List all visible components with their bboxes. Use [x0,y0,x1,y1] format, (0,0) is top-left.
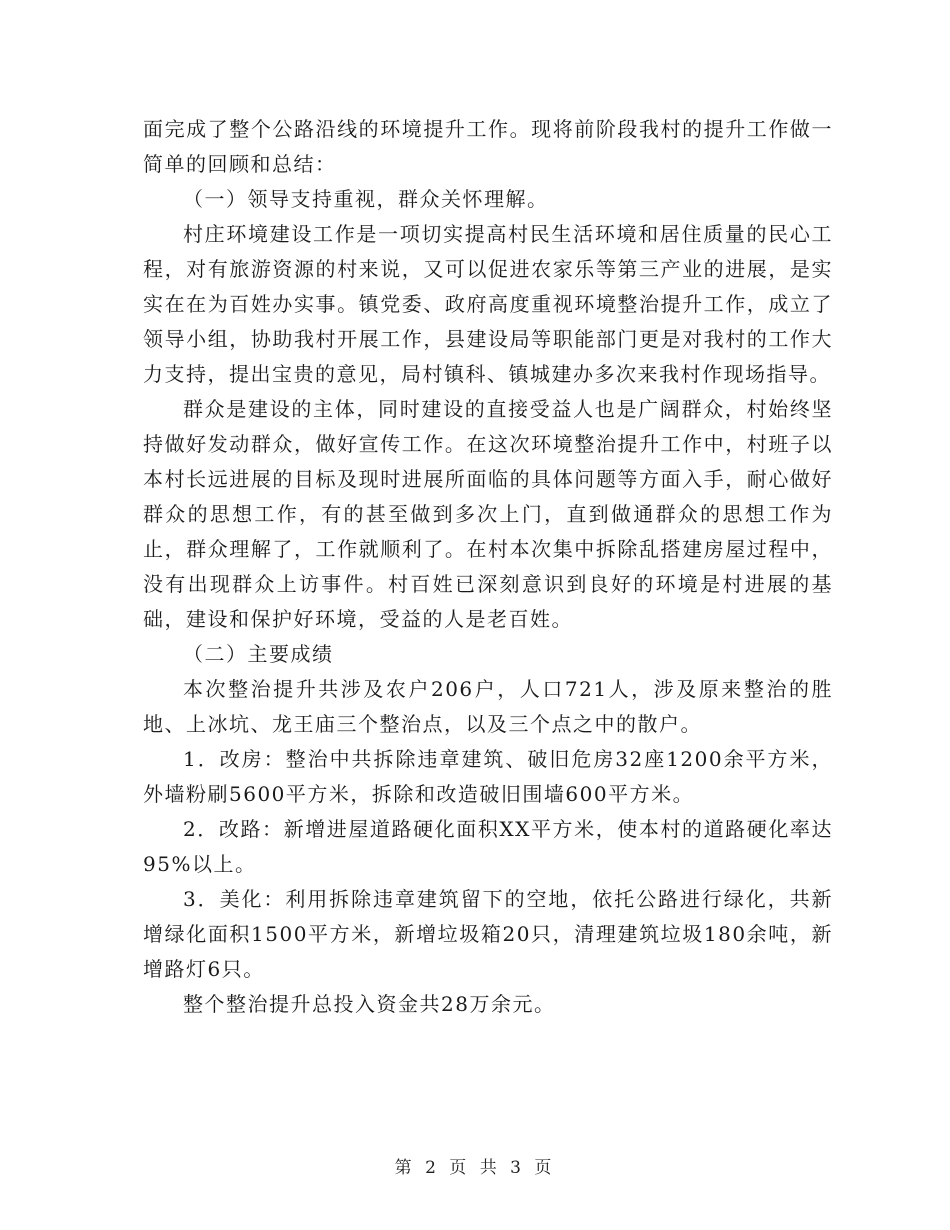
list-item: 2．改路：新增进屋道路硬化面积XX平方米，使本村的道路硬化率达95%以上。 [143,817,833,876]
list-item: 3．美化：利用拆除违章建筑留下的空地，依托公路进行绿化，共新增绿化面积1500平方米，新增垃圾箱20只，清理建筑垃圾180余吨，新增路灯6只。 [143,887,833,981]
section-heading-2: （二）主要成绩 [183,642,334,666]
paragraph: 本次整治提升共涉及农户206户，人口721人，涉及原来整治的胜地、上冰坑、龙王庙三个整治点，以及三个点之中的散户。 [143,677,833,736]
document-body [143,112,833,1022]
section-heading-1: （一）领导支持重视，群众关怀理解。 [183,187,549,211]
list-item: 1．改房：整治中共拆除违章建筑、破旧危房32座1200余平方米，外墙粉刷5600平方米，拆除和改造破旧围墙600平方米。 [143,747,833,806]
paragraph: 整个整治提升总投入资金共28万余元。 [183,992,556,1016]
paragraph: 村庄环境建设工作是一项切实提高村民生活环境和居住质量的民心工程，对有旅游资源的村来说，又可以促进农家乐等第三产业的进展，是实实在在为百姓办实事。镇党委、政府高度重视环境整治提升工作，成立了领导小组，协助我村开展工作，县建设局等职能部门更是对我村的工作大力支持，提出宝贵的意见，局村镇科、镇城建办多次来我村作现场指导。 [143,222,833,386]
paragraph: 群众是建设的主体，同时建设的直接受益人也是广阔群众，村始终坚持做好发动群众，做好宣传工作。在这次环境整治提升工作中，村班子以本村长远进展的目标及现时进展所面临的具体问题等方面入手，耐心做好群众的思想工作，有的甚至做到多次上门，直到做通群众的思想工作为止，群众理解了，工作就顺利了。在村本次集中拆除乱搭建房屋过程中，没有出现群众上访事件。村百姓已深刻意识到良好的环境是村进展的基础，建设和保护好环境，受益的人是老百姓。 [143,397,833,631]
paragraph-continuation: 面完成了整个公路沿线的环境提升工作。现将前阶段我村的提升工作做一简单的回顾和总结： [143,117,833,176]
page-number-footer: 第 2 页 共 3 页 [394,1158,556,1178]
